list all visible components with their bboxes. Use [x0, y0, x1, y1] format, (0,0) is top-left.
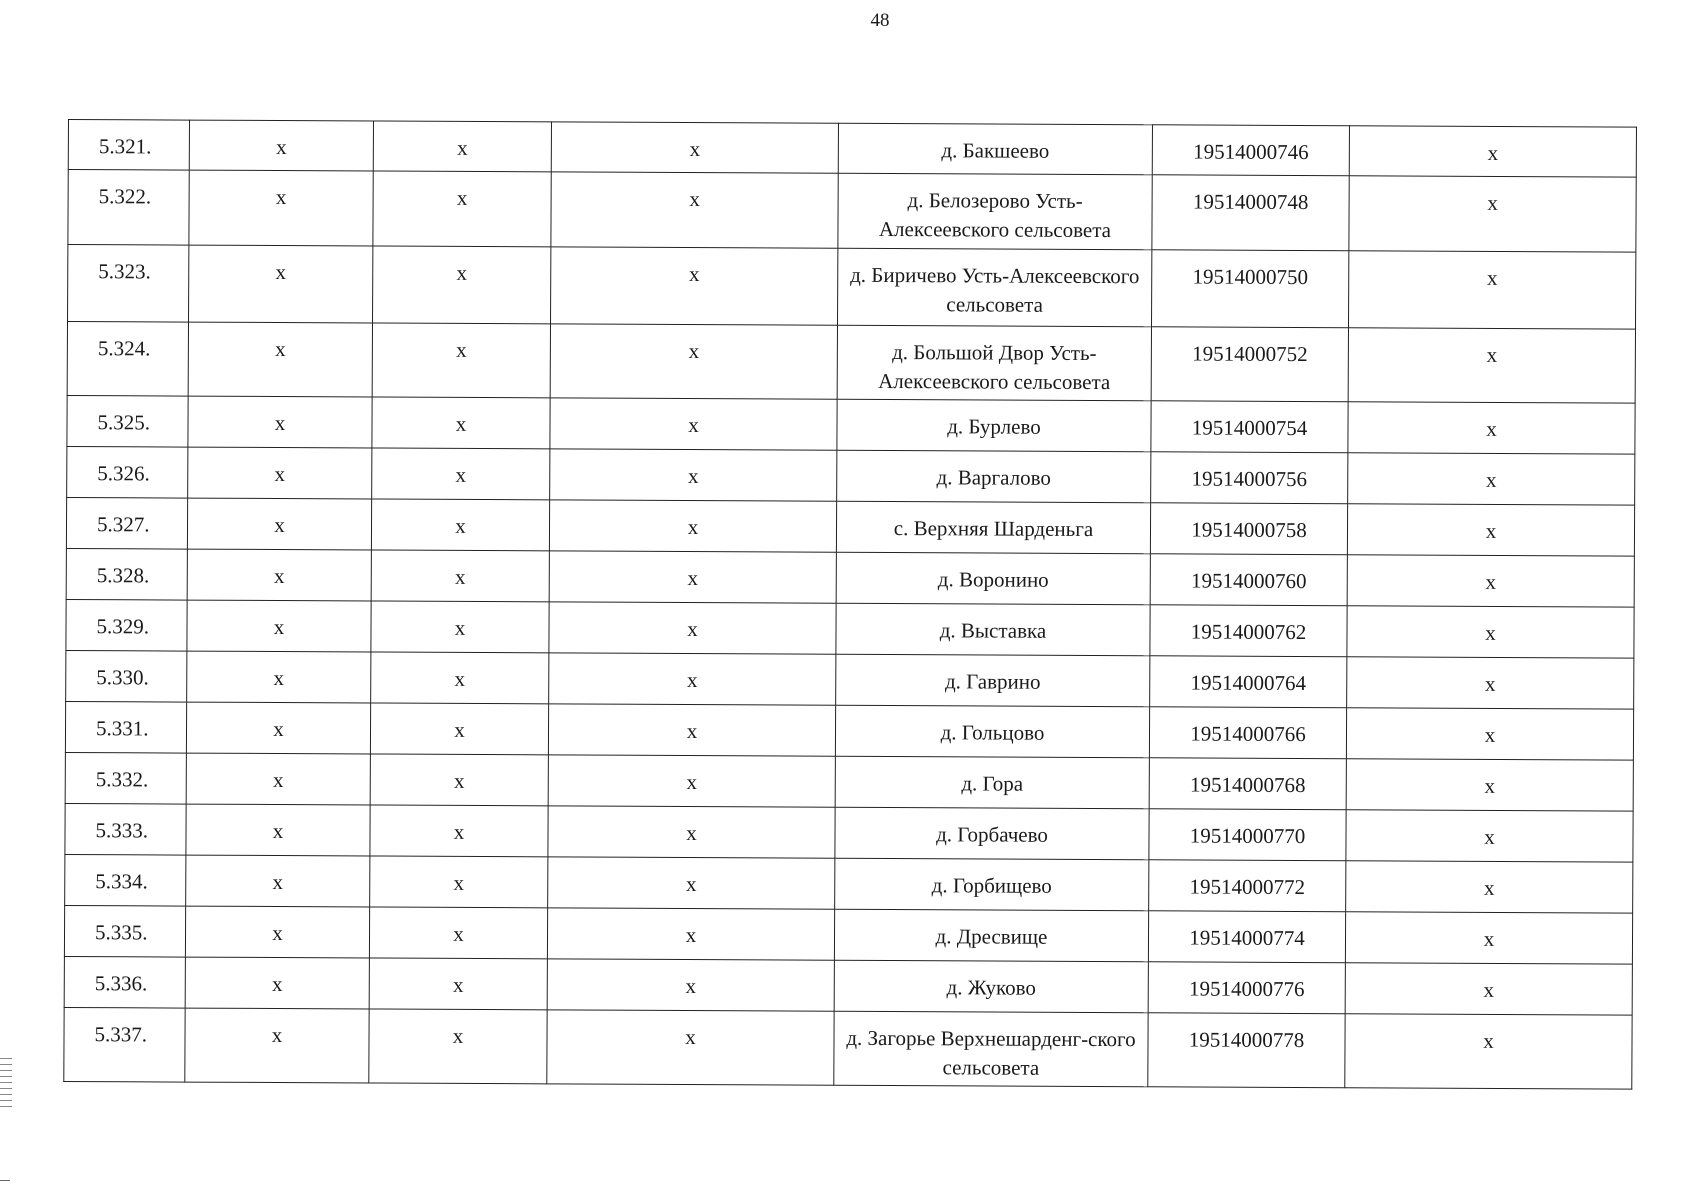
cell-x: х [550, 398, 837, 450]
oktmo-code: 19514000762 [1150, 605, 1347, 657]
cell-x: х [185, 957, 369, 1009]
cell-x: х [372, 397, 550, 449]
settlement-name: д. Большой Двор Усть-Алексеевского сельсовета [837, 325, 1151, 401]
oktmo-code: 19514000764 [1150, 656, 1347, 708]
oktmo-code: 19514000776 [1148, 962, 1345, 1014]
settlement-name: с. Верхняя Шарденьга [836, 501, 1150, 554]
cell-x: х [1345, 963, 1632, 1015]
cell-x: х [549, 551, 836, 603]
settlement-name: д. Дресвище [834, 909, 1148, 962]
cell-x: х [187, 549, 371, 601]
cell-x: х [189, 120, 373, 171]
cell-x: х [187, 651, 371, 703]
cell-x: х [549, 602, 836, 654]
cell-x: х [1345, 912, 1632, 964]
table-row [67, 322, 1635, 404]
cell-x: х [1348, 402, 1635, 454]
cell-x: х [371, 550, 549, 602]
settlement-name: д. Выставка [836, 603, 1150, 656]
row-number: 5.331. [65, 701, 186, 753]
cell-x: х [369, 907, 547, 959]
cell-x: х [549, 653, 836, 705]
cell-x: х [188, 447, 372, 499]
cell-x: х [1347, 657, 1634, 709]
cell-x: х [1348, 328, 1635, 403]
table-row [67, 446, 1635, 505]
cell-x: х [550, 324, 837, 399]
row-number: 5.328. [66, 548, 187, 600]
cell-x: х [548, 806, 835, 858]
table-row [65, 752, 1633, 811]
oktmo-code: 19514000774 [1148, 911, 1345, 963]
row-number: 5.334. [65, 854, 186, 906]
table-row [68, 245, 1636, 330]
settlements-table [63, 119, 1637, 1090]
table-row [64, 905, 1632, 964]
cell-x: х [186, 702, 370, 754]
table-row [66, 599, 1634, 658]
table-row [64, 1007, 1632, 1089]
table-row [65, 803, 1633, 862]
cell-x: х [1347, 606, 1634, 658]
oktmo-code: 19514000756 [1151, 452, 1348, 504]
cell-x: х [548, 755, 835, 807]
table-row [68, 170, 1636, 253]
oktmo-code: 19514000760 [1150, 554, 1347, 606]
cell-x: х [371, 499, 549, 551]
oktmo-code: 19514000772 [1149, 860, 1346, 912]
table-row [66, 548, 1634, 607]
cell-x: х [369, 958, 547, 1010]
oktmo-code: 19514000770 [1149, 809, 1346, 861]
row-number: 5.330. [66, 650, 187, 702]
cell-x: х [1349, 176, 1636, 252]
settlement-name: д. Загорье Верхнешарденг-ского сельсовета [834, 1011, 1148, 1087]
oktmo-code: 19514000758 [1150, 503, 1347, 555]
cell-x: х [189, 170, 373, 246]
oktmo-code: 19514000766 [1149, 707, 1346, 759]
cell-x: х [185, 1008, 369, 1083]
cell-x: х [549, 500, 836, 552]
cell-x: х [370, 805, 548, 857]
cell-x: х [186, 804, 370, 856]
cell-x: х [1348, 453, 1635, 505]
cell-x: х [548, 857, 835, 909]
cell-x: х [373, 246, 551, 324]
table-row [64, 956, 1632, 1015]
cell-x: х [186, 855, 370, 907]
row-number: 5.332. [65, 752, 186, 804]
scan-margin-marks [0, 1058, 12, 1108]
cell-x: х [1346, 861, 1633, 913]
cell-x: х [1347, 555, 1634, 607]
row-number: 5.333. [65, 803, 186, 855]
cell-x: х [1346, 759, 1633, 811]
cell-x: х [1345, 1014, 1632, 1089]
cell-x: х [551, 172, 838, 248]
oktmo-code: 19514000778 [1148, 1013, 1345, 1088]
cell-x: х [547, 908, 834, 960]
row-number: 5.321. [68, 120, 189, 171]
oktmo-code: 19514000752 [1151, 327, 1348, 402]
cell-x: х [370, 754, 548, 806]
scan-margin-dash [0, 1180, 10, 1181]
cell-x: х [547, 1010, 834, 1085]
oktmo-code: 19514000748 [1152, 175, 1349, 251]
cell-x: х [372, 448, 550, 500]
settlement-name: д. Бакшеево [838, 123, 1152, 175]
row-number: 5.329. [66, 599, 187, 651]
settlements-table-wrapper [63, 119, 1636, 1090]
row-number: 5.325. [67, 395, 188, 447]
cell-x: х [186, 753, 370, 805]
cell-x: х [188, 396, 372, 448]
oktmo-code: 19514000768 [1149, 758, 1346, 810]
cell-x: х [548, 704, 835, 756]
cell-x: х [373, 121, 551, 172]
row-number: 5.327. [66, 497, 187, 549]
cell-x: х [187, 600, 371, 652]
cell-x: х [371, 601, 549, 653]
cell-x: х [188, 322, 372, 397]
cell-x: х [185, 906, 369, 958]
settlement-name: д. Бурлево [837, 399, 1151, 452]
cell-x: х [547, 959, 834, 1011]
page-number: 48 [870, 10, 890, 31]
cell-x: х [550, 449, 837, 501]
cell-x: х [1348, 251, 1635, 329]
row-number: 5.324. [67, 322, 188, 397]
settlement-name: д. Биричево Усть-Алексеевского сельсовета [838, 248, 1152, 327]
table-row [66, 650, 1634, 709]
oktmo-code: 19514000750 [1151, 250, 1348, 328]
cell-x: х [551, 122, 838, 173]
oktmo-code: 19514000746 [1152, 125, 1349, 176]
row-number: 5.336. [64, 956, 185, 1008]
table-row [65, 854, 1633, 913]
settlement-name: д. Гаврино [836, 654, 1150, 707]
cell-x: х [1346, 708, 1633, 760]
cell-x: х [370, 856, 548, 908]
cell-x: х [1349, 126, 1636, 177]
table-row [68, 120, 1636, 178]
cell-x: х [371, 652, 549, 704]
settlement-name: д. Воронино [836, 552, 1150, 605]
settlement-name: д. Горбищево [835, 858, 1149, 911]
row-number: 5.322. [68, 170, 189, 246]
row-number: 5.337. [64, 1007, 185, 1082]
oktmo-code: 19514000754 [1151, 401, 1348, 453]
row-number: 5.335. [64, 905, 185, 957]
table-row [65, 701, 1633, 760]
settlement-name: д. Варгалово [837, 450, 1151, 503]
cell-x: х [372, 323, 550, 398]
cell-x: х [373, 171, 551, 247]
row-number: 5.326. [67, 446, 188, 498]
cell-x: х [187, 498, 371, 550]
cell-x: х [551, 247, 838, 325]
settlement-name: д. Белозерово Усть-Алексеевского сельсовета [838, 173, 1152, 250]
settlement-name: д. Гольцово [835, 705, 1149, 758]
cell-x: х [1347, 504, 1634, 556]
cell-x: х [1346, 810, 1633, 862]
cell-x: х [369, 1009, 547, 1084]
settlement-name: д. Жуково [834, 960, 1148, 1013]
row-number: 5.323. [68, 245, 189, 323]
cell-x: х [370, 703, 548, 755]
cell-x: х [189, 245, 373, 323]
settlement-name: д. Гора [835, 756, 1149, 809]
table-row [66, 497, 1634, 556]
table-row [67, 395, 1635, 454]
settlement-name: д. Горбачево [835, 807, 1149, 860]
